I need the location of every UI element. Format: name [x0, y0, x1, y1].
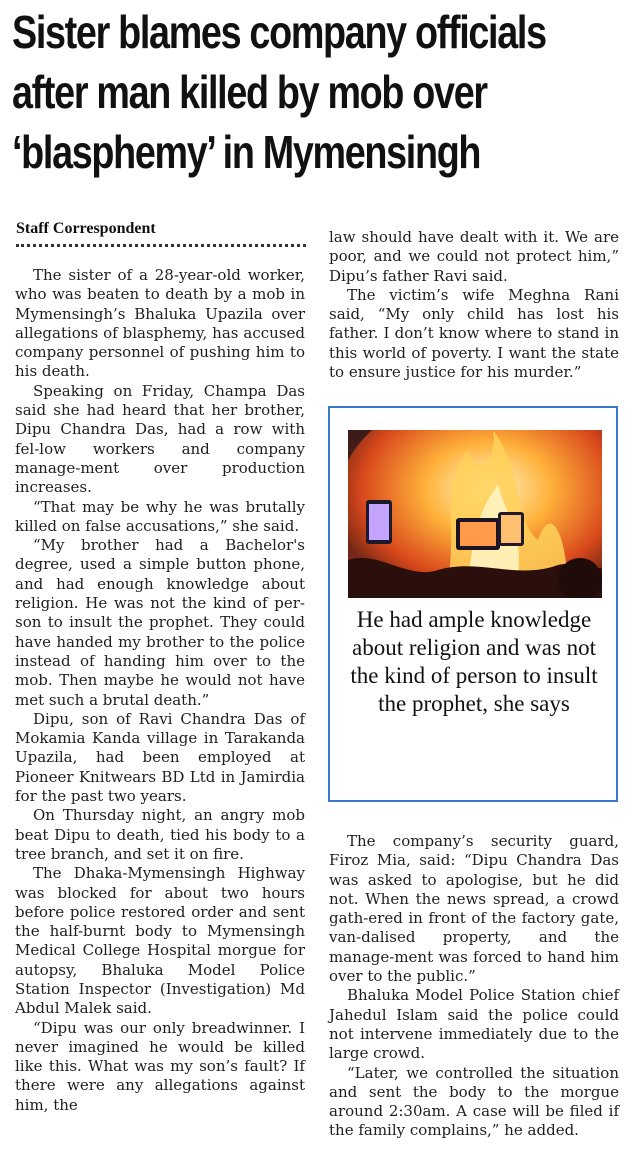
headline-line-1: Sister blames company officials	[12, 6, 546, 58]
paragraph: The victim’s wife Meghna Rani said, “My only child has lost his father. I don’t know where to stand in this world of poverty. I want the state to ensure justice for his murder.”	[329, 285, 619, 382]
paragraph: “That may be why he was brutally killed on false accusations,” she said.	[15, 497, 305, 535]
paragraph: law should have dealt with it. We are poor, and we could not protect him,” Dipu’s father Ravi said.	[329, 228, 619, 285]
paragraph: “Dipu was our only breadwinner. I never imagined he would be killed like this. What was my son’s fault? If there were any allegations against him, the	[15, 1018, 305, 1114]
paragraph: On Thursday night, an angry mob beat Dipu to death, tied his body to a tree branch, and set it on fire.	[15, 806, 305, 863]
news-photo	[348, 430, 602, 598]
article-column-2-top	[329, 228, 619, 382]
fire-photo-image	[348, 430, 602, 598]
byline: Staff Correspondent	[16, 220, 156, 237]
paragraph: The sister of a 28-year-old worker, who was beaten to death by a mob in Mymensingh’s Bhaluka Upazila over allegations of blasphemy, has accused company personnel of pushing him to his death.	[15, 266, 305, 381]
paragraph: “My brother had a Bachelor's degree, used a simple button phone, and had enough knowledge about religion. He was not the kind of per-son to insult the prophet. They could have handed my brother to the police instead of handing him over to the mob. Then maybe he would not have met such a brutal death.”	[15, 536, 305, 709]
pull-quote: He had ample knowledge about religion and was not the kind of person to insult the prophet, she says	[350, 607, 598, 716]
photo-quote-box	[328, 406, 618, 802]
headline	[12, 2, 546, 182]
article-column-1	[15, 266, 305, 1115]
byline-divider	[16, 244, 306, 247]
paragraph: The Dhaka-Mymensingh Highway was blocked for about two hours before police restored order and sent the half-burnt body to Mymensingh Medical College Hospital morgue for autopsy, Bhaluka Model Police Station Inspector (Investigation) Md Abdul Malek said.	[15, 864, 305, 1018]
paragraph: Speaking on Friday, Champa Das said she had heard that her brother, Dipu Chandra Das, had a row with fel-low workers and company manage-ment over production increases.	[15, 381, 305, 497]
paragraph: The company’s security guard, Firoz Mia, said: “Dipu Chandra Das was asked to apologise, but he did not. When the news spread, a crowd gath-ered in front of the factory gate, van-dalised property, and the manage-ment was forced to hand him over to the public.”	[329, 832, 619, 986]
article-column-2-bottom	[329, 832, 619, 1141]
headline-line-3: ‘blasphemy’ in Mymensingh	[12, 126, 481, 178]
paragraph: “Later, we controlled the situation and sent the body to the morgue around 2:30am. A case will be filed if the family complains,” he added.	[329, 1063, 619, 1140]
headline-line-2: after man killed by mob over	[12, 66, 487, 118]
paragraph: Bhaluka Model Police Station chief Jahedul Islam said the police could not intervene immediately due to the large crowd.	[329, 986, 619, 1063]
paragraph: Dipu, son of Ravi Chandra Das of Mokamia Kanda village in Tarakanda Upazila, had been employed at Pioneer Knitwears BD Ltd in Jamirdia for the past two years.	[15, 709, 305, 806]
